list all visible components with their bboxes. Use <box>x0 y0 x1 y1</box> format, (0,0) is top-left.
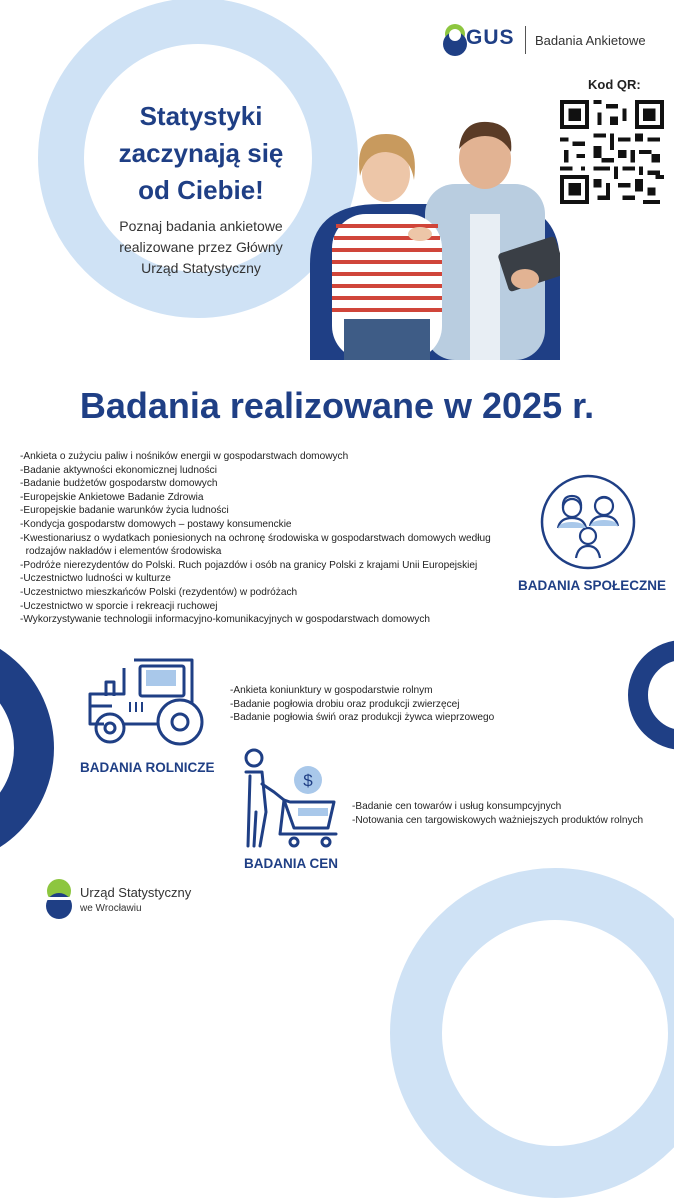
us-logo-icon <box>44 878 74 920</box>
list-item: -Ankieta o zużyciu paliw i nośników energii w gospodarstwach domowych <box>20 451 349 462</box>
list-item: -Ankieta koniunktury w gospodarstwie rolnym <box>230 685 433 696</box>
price-surveys-list <box>352 800 643 827</box>
qr-label: Kod QR: <box>588 77 641 92</box>
people-icon <box>540 474 636 570</box>
agricultural-surveys-list <box>230 684 494 725</box>
list-item: -Badanie budżetów gospodarstw domowych <box>20 478 218 490</box>
hero-description-line: realizowane przez Główny <box>119 239 283 255</box>
list-item: -Uczestnictwo w sporcie i rekreacji ruchowej <box>20 600 218 612</box>
hero-title-line: od Ciebie! <box>138 175 264 205</box>
footer-office-city: we Wrocławiu <box>80 903 142 914</box>
gus-logo-text: GUS <box>466 26 515 49</box>
agricultural-surveys-label: BADANIA ROLNICZE <box>80 760 215 775</box>
list-item: rodzajów nakładów i elementów środowiska <box>20 546 222 558</box>
list-item: -Wykorzystywanie technologii informacyjno-komunikacyjnych w gospodarstwach domowych <box>20 614 430 626</box>
main-title: Badania realizowane w 2025 r. <box>79 385 595 426</box>
left-decorative-ring <box>0 630 54 866</box>
qr-code[interactable] <box>560 100 664 204</box>
svg-text:$: $ <box>303 771 313 790</box>
hero-title-line: Statystyki <box>139 101 263 131</box>
bottom-decorative-ring <box>390 868 674 1198</box>
list-item: -Europejskie badanie warunków życia ludności <box>20 505 229 517</box>
list-item: -Uczestnictwo ludności w kulturze <box>20 573 171 585</box>
list-item: -Badanie aktywności ekonomicznej ludności <box>20 464 217 476</box>
hero-description-line: Urząd Statystyczny <box>141 260 261 276</box>
hero-description-line: Poznaj badania ankietowe <box>119 218 283 234</box>
hero-photo <box>310 114 560 360</box>
list-item: -Uczestnictwo mieszkańców Polski (rezydentów) w podróżach <box>20 586 298 598</box>
hero-title <box>70 98 332 209</box>
list-item: -Badanie cen towarów i usług konsumpcyjnych <box>352 801 562 812</box>
list-item: -Kondycja gospodarstw domowych – postawy konsumenckie <box>20 518 292 530</box>
hero-title-line: zaczynają się <box>118 138 284 168</box>
right-decorative-ring <box>628 640 674 750</box>
footer-office-name: Urząd Statystyczny <box>80 885 192 900</box>
shopping-cart-icon <box>240 746 340 850</box>
hero-description <box>70 216 332 279</box>
list-item: -Kwestionariusz o wydatkach poniesionych na ochronę środowiska w gospodarstwach domowych według <box>20 532 491 544</box>
list-item: -Badanie pogłowia świń oraz produkcji żywca wieprzowego <box>230 712 495 724</box>
list-item: -Europejskie Ankietowe Badanie Zdrowia <box>20 491 204 503</box>
tractor-icon <box>84 654 208 750</box>
header-subtitle: Badania Ankietowe <box>535 33 646 48</box>
social-surveys-list <box>20 450 491 627</box>
social-surveys-label: BADANIA SPOŁECZNE <box>518 578 667 593</box>
price-surveys-label: BADANIA CEN <box>244 856 338 871</box>
list-item: -Podróże nierezydentów do Polski. Ruch pojazdów i osób na granicy Polski z krajami Unii Europejskiej <box>20 559 478 571</box>
list-item: -Badanie pogłowia drobiu oraz produkcji zwierzęcej <box>230 698 460 710</box>
list-item: -Notowania cen targowiskowych ważniejszych produktów rolnych <box>352 814 644 826</box>
header-divider <box>525 26 526 54</box>
